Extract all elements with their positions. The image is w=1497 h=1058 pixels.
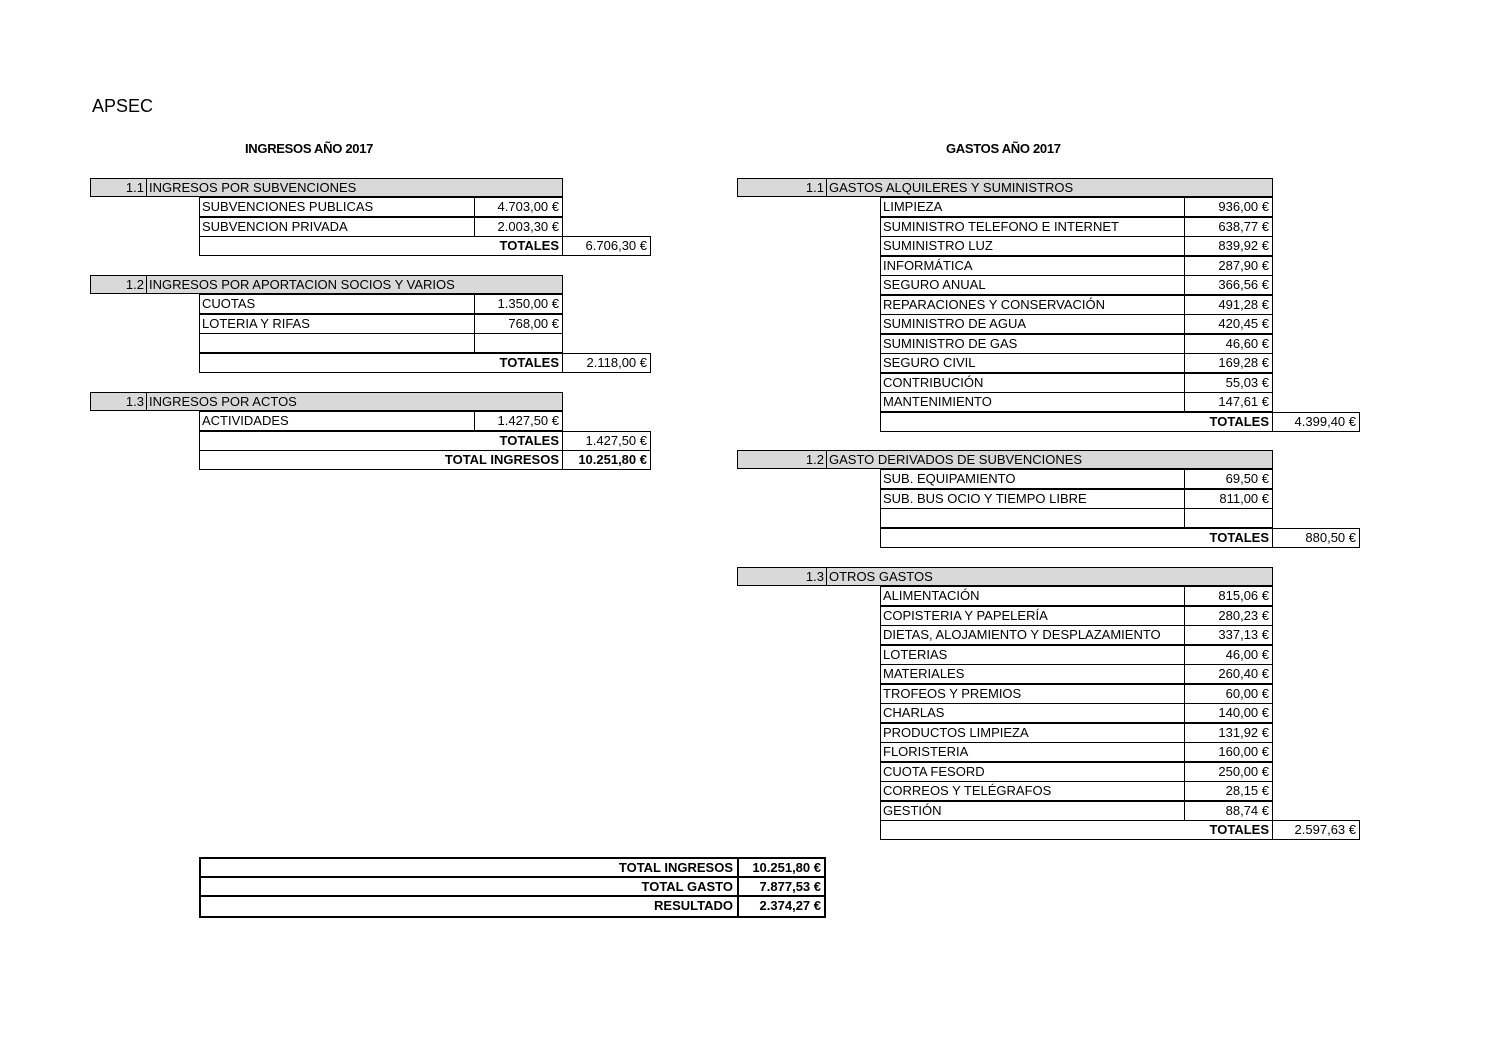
item-amount: 250,00 € xyxy=(1184,762,1273,782)
section-title: INGRESOS POR ACTOS xyxy=(149,394,297,409)
table-row xyxy=(880,723,1273,743)
table-row xyxy=(880,256,1273,276)
table-row xyxy=(880,353,1273,373)
item-label: GESTIÓN xyxy=(880,801,1185,821)
item-amount: 131,92 € xyxy=(1184,723,1273,743)
item-label: SUBVENCIONES PUBLICAS xyxy=(199,197,475,217)
item-label: MANTENIMIENTO xyxy=(880,392,1185,412)
item-amount: 69,50 € xyxy=(1184,469,1273,489)
item-label: SUB. BUS OCIO Y TIEMPO LIBRE xyxy=(880,489,1185,509)
item-label: TROFEOS Y PREMIOS xyxy=(880,684,1185,704)
item-amount: 337,13 € xyxy=(1184,625,1273,645)
summary-value: 10.251,80 € xyxy=(752,860,821,875)
summary-value: 2.374,27 € xyxy=(759,898,821,913)
section-number: 1.3 xyxy=(738,568,827,585)
item-amount: 60,00 € xyxy=(1184,684,1273,704)
table-row xyxy=(880,586,1273,606)
item-label: ACTIVIDADES xyxy=(199,411,475,431)
income-heading: INGRESOS AÑO 2017 xyxy=(245,141,374,156)
item-label: MATERIALES xyxy=(880,664,1185,684)
summary-label: RESULTADO xyxy=(201,897,739,916)
item-label: FLORISTERIA xyxy=(880,742,1185,762)
table-row xyxy=(880,781,1273,801)
totals-amount: 4.399,40 € xyxy=(1272,412,1360,432)
table-row xyxy=(880,295,1273,315)
item-amount: 936,00 € xyxy=(1184,197,1273,217)
item-amount: 88,74 € xyxy=(1184,801,1273,821)
section-title: GASTOS ALQUILERES Y SUMINISTROS xyxy=(829,180,1074,195)
table-row xyxy=(880,703,1273,723)
section-number: 1.3 xyxy=(91,393,147,410)
item-amount: 1.350,00 € xyxy=(474,294,563,314)
totals-row xyxy=(199,353,651,373)
item-label: LIMPIEZA xyxy=(880,197,1185,217)
section-header xyxy=(90,392,563,411)
section-number: 1.1 xyxy=(91,179,147,196)
item-label: PRODUCTOS LIMPIEZA xyxy=(880,723,1185,743)
item-label: SUMINISTRO TELEFONO E INTERNET xyxy=(880,217,1185,237)
totals-row xyxy=(199,236,651,256)
item-amount: 280,23 € xyxy=(1184,606,1273,626)
item-amount: 28,15 € xyxy=(1184,781,1273,801)
totals-row xyxy=(880,820,1360,840)
item-label: SUMINISTRO DE GAS xyxy=(880,334,1185,354)
section-number: 1.2 xyxy=(91,276,147,293)
item-amount: 46,60 € xyxy=(1184,334,1273,354)
totals-label: TOTALES xyxy=(199,431,563,451)
table-row xyxy=(880,645,1273,665)
totals-amount: 2.597,63 € xyxy=(1272,820,1360,840)
table-row xyxy=(199,314,563,334)
item-amount: 260,40 € xyxy=(1184,664,1273,684)
item-amount: 420,45 € xyxy=(1184,314,1273,334)
table-row xyxy=(880,762,1273,782)
item-amount: 4.703,00 € xyxy=(474,197,563,217)
item-amount: 1.427,50 € xyxy=(474,411,563,431)
section-header xyxy=(737,450,1273,469)
item-amount: 839,92 € xyxy=(1184,236,1273,256)
table-row xyxy=(880,625,1273,645)
summary-row-total-ingresos xyxy=(201,859,824,878)
section-number: 1.2 xyxy=(738,451,827,468)
totals-amount: 6.706,30 € xyxy=(562,236,651,256)
summary-label: TOTAL GASTO xyxy=(201,878,739,895)
item-label: SUB. EQUIPAMIENTO xyxy=(880,469,1185,489)
summary-row-resultado xyxy=(201,897,824,916)
table-row xyxy=(880,742,1273,762)
totals-row xyxy=(199,431,651,451)
table-row xyxy=(880,489,1273,509)
totals-label: TOTALES xyxy=(199,236,563,256)
table-row xyxy=(199,294,563,314)
item-label: LOTERIAS xyxy=(880,645,1185,665)
table-row xyxy=(880,197,1273,217)
item-amount: 287,90 € xyxy=(1184,256,1273,276)
item-amount xyxy=(474,333,563,353)
section-header xyxy=(90,178,563,197)
item-amount: 491,28 € xyxy=(1184,295,1273,315)
section-number: 1.1 xyxy=(738,179,827,196)
table-row xyxy=(199,217,563,237)
table-row xyxy=(880,664,1273,684)
table-row xyxy=(880,392,1273,412)
table-row xyxy=(880,334,1273,354)
item-amount: 811,00 € xyxy=(1184,489,1273,509)
item-amount xyxy=(1184,508,1273,528)
section-header xyxy=(90,275,563,294)
item-label: CUOTA FESORD xyxy=(880,762,1185,782)
table-row xyxy=(880,314,1273,334)
item-amount: 46,00 € xyxy=(1184,645,1273,665)
item-label: SUMINISTRO LUZ xyxy=(880,236,1185,256)
item-label: INFORMÁTICA xyxy=(880,256,1185,276)
totals-label: TOTALES xyxy=(880,820,1273,840)
item-label: CUOTAS xyxy=(199,294,475,314)
expenses-heading: GASTOS AÑO 2017 xyxy=(946,141,1061,156)
grand-total-label: TOTAL INGRESOS xyxy=(199,450,563,470)
totals-label: TOTALES xyxy=(880,412,1273,432)
section-header xyxy=(737,567,1273,586)
summary-label: TOTAL INGRESOS xyxy=(201,859,739,876)
item-label: LOTERIA Y RIFAS xyxy=(199,314,475,334)
section-title: OTROS GASTOS xyxy=(829,569,933,584)
totals-amount: 2.118,00 € xyxy=(562,353,651,373)
table-row xyxy=(880,275,1273,295)
table-row xyxy=(880,508,1273,528)
table-row xyxy=(199,411,563,431)
totals-amount: 880,50 € xyxy=(1272,528,1360,548)
totals-row xyxy=(880,528,1360,548)
item-amount: 638,77 € xyxy=(1184,217,1273,237)
totals-row xyxy=(880,412,1360,432)
item-amount: 815,06 € xyxy=(1184,586,1273,606)
table-row xyxy=(880,217,1273,237)
table-row xyxy=(880,606,1273,626)
item-amount: 366,56 € xyxy=(1184,275,1273,295)
organization-title: APSEC xyxy=(92,96,154,116)
item-label: SUMINISTRO DE AGUA xyxy=(880,314,1185,334)
item-label: CORREOS Y TELÉGRAFOS xyxy=(880,781,1185,801)
summary-row-total-gasto xyxy=(201,878,824,897)
item-label: SEGURO ANUAL xyxy=(880,275,1185,295)
item-label: SUBVENCION PRIVADA xyxy=(199,217,475,237)
summary-value: 7.877,53 € xyxy=(759,879,821,894)
item-amount: 768,00 € xyxy=(474,314,563,334)
section-header xyxy=(737,178,1273,197)
totals-label: TOTALES xyxy=(880,528,1273,548)
summary-table xyxy=(199,857,826,918)
table-row xyxy=(880,236,1273,256)
item-label xyxy=(199,333,475,353)
item-amount: 2.003,30 € xyxy=(474,217,563,237)
grand-total-amount: 10.251,80 € xyxy=(562,450,651,470)
table-row xyxy=(880,801,1273,821)
table-row xyxy=(880,373,1273,393)
item-label: REPARACIONES Y CONSERVACIÓN xyxy=(880,295,1185,315)
item-amount: 140,00 € xyxy=(1184,703,1273,723)
section-title: INGRESOS POR APORTACION SOCIOS Y VARIOS xyxy=(149,277,455,292)
table-row xyxy=(199,333,563,353)
item-amount: 169,28 € xyxy=(1184,353,1273,373)
grand-total-row xyxy=(199,450,651,470)
totals-amount: 1.427,50 € xyxy=(562,431,651,451)
table-row xyxy=(880,684,1273,704)
item-amount: 55,03 € xyxy=(1184,373,1273,393)
table-row xyxy=(199,197,563,217)
item-label: SEGURO CIVIL xyxy=(880,353,1185,373)
item-label: ALIMENTACIÓN xyxy=(880,586,1185,606)
item-label: CHARLAS xyxy=(880,703,1185,723)
item-amount: 147,61 € xyxy=(1184,392,1273,412)
item-label: DIETAS, ALOJAMIENTO Y DESPLAZAMIENTO xyxy=(880,625,1185,645)
table-row xyxy=(880,469,1273,489)
totals-label: TOTALES xyxy=(199,353,563,373)
item-label xyxy=(880,508,1185,528)
item-label: COPISTERIA Y PAPELERÍA xyxy=(880,606,1185,626)
item-amount: 160,00 € xyxy=(1184,742,1273,762)
item-label: CONTRIBUCIÓN xyxy=(880,373,1185,393)
section-title: INGRESOS POR SUBVENCIONES xyxy=(149,180,357,195)
section-title: GASTO DERIVADOS DE SUBVENCIONES xyxy=(829,452,1083,467)
